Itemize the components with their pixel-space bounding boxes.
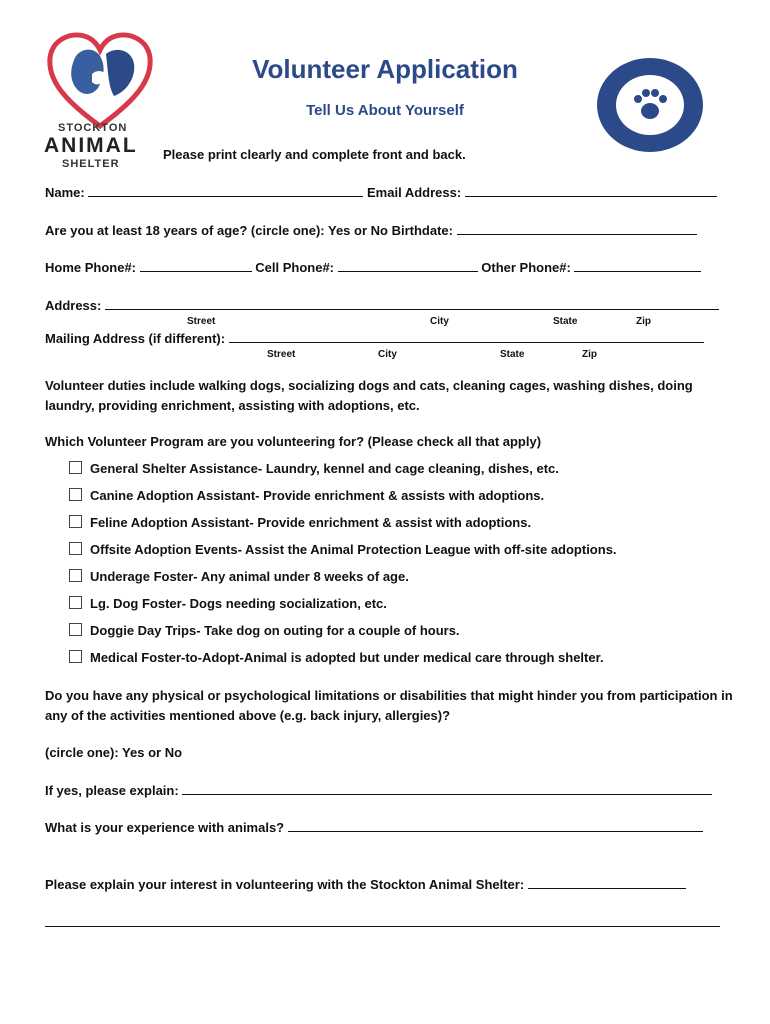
explain-row bbox=[45, 783, 712, 798]
email-label: Email Address: bbox=[367, 185, 462, 200]
program-checkbox-2[interactable] bbox=[69, 488, 82, 501]
program-label-7: Doggie Day Trips- Take dog on outing for a couple of hours. bbox=[90, 623, 460, 638]
mailing-address-field[interactable] bbox=[229, 331, 704, 343]
other-phone-field[interactable] bbox=[574, 260, 701, 272]
program-label-3: Feline Adoption Assistant- Provide enrichment & assist with adoptions. bbox=[90, 515, 532, 530]
name-label: Name: bbox=[45, 185, 85, 200]
mailing-street-label: Street bbox=[267, 349, 296, 360]
birthdate-field[interactable] bbox=[457, 223, 697, 235]
cell-phone-label: Cell Phone#: bbox=[255, 260, 335, 275]
program-label-4: Offsite Adoption Events- Assist the Animal Protection League with off-site adoptions. bbox=[90, 542, 617, 557]
limitations-circle-one: (circle one): Yes or No bbox=[45, 745, 183, 760]
home-phone-label: Home Phone#: bbox=[45, 260, 137, 275]
address-label: Address: bbox=[45, 298, 102, 313]
mailing-address-row bbox=[45, 331, 704, 346]
address-row bbox=[45, 298, 719, 313]
mailing-zip-label: Zip bbox=[582, 349, 597, 360]
address-street-label: Street bbox=[187, 316, 216, 327]
experience-field[interactable] bbox=[288, 820, 703, 832]
program-checkbox-4[interactable] bbox=[69, 542, 82, 555]
home-phone-field[interactable] bbox=[140, 260, 252, 272]
interest-continuation-line[interactable] bbox=[45, 926, 720, 927]
program-checkbox-3[interactable] bbox=[69, 515, 82, 528]
program-label-5: Underage Foster- Any animal under 8 weeks of age. bbox=[90, 569, 409, 584]
program-label-6: Lg. Dog Foster- Dogs needing socialization, etc. bbox=[90, 596, 387, 611]
limitations-question: Do you have any physical or psychological limitations or disabilities that might hinder you from participation in any of the activities mentioned above (e.g. back injury, allergies)? bbox=[45, 688, 733, 723]
logo-animal: ANIMAL bbox=[44, 134, 138, 157]
page-title: Volunteer Application bbox=[252, 54, 518, 84]
program-label-2: Canine Adoption Assistant- Provide enrichment & assists with adoptions. bbox=[90, 488, 545, 503]
cell-phone-field[interactable] bbox=[338, 260, 478, 272]
program-label-8: Medical Foster-to-Adopt-Animal is adopted but under medical care through shelter. bbox=[90, 650, 604, 665]
program-checkbox-7[interactable] bbox=[69, 623, 82, 636]
interest-field[interactable] bbox=[528, 877, 686, 889]
stockton-animal-shelter-logo bbox=[44, 30, 156, 170]
address-field[interactable] bbox=[105, 298, 719, 310]
instructions: Please print clearly and complete front and back. bbox=[163, 147, 466, 162]
experience-label: What is your experience with animals? bbox=[45, 820, 285, 835]
name-row bbox=[45, 185, 717, 200]
mailing-city-label: City bbox=[378, 349, 397, 360]
page-subtitle: Tell Us About Yourself bbox=[306, 102, 464, 119]
birthdate-label: Birthdate: bbox=[391, 223, 453, 238]
address-zip-label: Zip bbox=[636, 316, 651, 327]
interest-label: Please explain your interest in volunteering with the Stockton Animal Shelter: bbox=[45, 877, 525, 892]
phone-row bbox=[45, 260, 701, 275]
program-checkbox-5[interactable] bbox=[69, 569, 82, 582]
mailing-address-label: Mailing Address (if different): bbox=[45, 331, 226, 346]
explain-label: If yes, please explain: bbox=[45, 783, 179, 798]
interest-row bbox=[45, 877, 686, 892]
other-phone-label: Other Phone#: bbox=[481, 260, 571, 275]
program-question: Which Volunteer Program are you volunteering for? (Please check all that apply) bbox=[45, 434, 542, 449]
program-checkbox-1[interactable] bbox=[69, 461, 82, 474]
logo-stockton: STOCKTON bbox=[58, 122, 128, 134]
explain-field[interactable] bbox=[182, 783, 712, 795]
address-city-label: City bbox=[430, 316, 449, 327]
program-checkbox-8[interactable] bbox=[69, 650, 82, 663]
mailing-state-label: State bbox=[500, 349, 525, 360]
logo-shelter: SHELTER bbox=[62, 158, 120, 170]
address-state-label: State bbox=[553, 316, 578, 327]
name-field[interactable] bbox=[88, 185, 363, 197]
age-question: Are you at least 18 years of age? (circle one): Yes or No bbox=[45, 223, 388, 238]
volunteer-duties: Volunteer duties include walking dogs, socializing dogs and cats, cleaning cages, washing dishes, doing laundry, providing enrichment, assisting with adoptions, etc. bbox=[45, 378, 693, 413]
email-field[interactable] bbox=[465, 185, 717, 197]
program-label-1: General Shelter Assistance- Laundry, kennel and cage cleaning, dishes, etc. bbox=[90, 461, 559, 476]
program-checkbox-6[interactable] bbox=[69, 596, 82, 609]
age-row bbox=[45, 223, 697, 238]
experience-row bbox=[45, 820, 703, 835]
